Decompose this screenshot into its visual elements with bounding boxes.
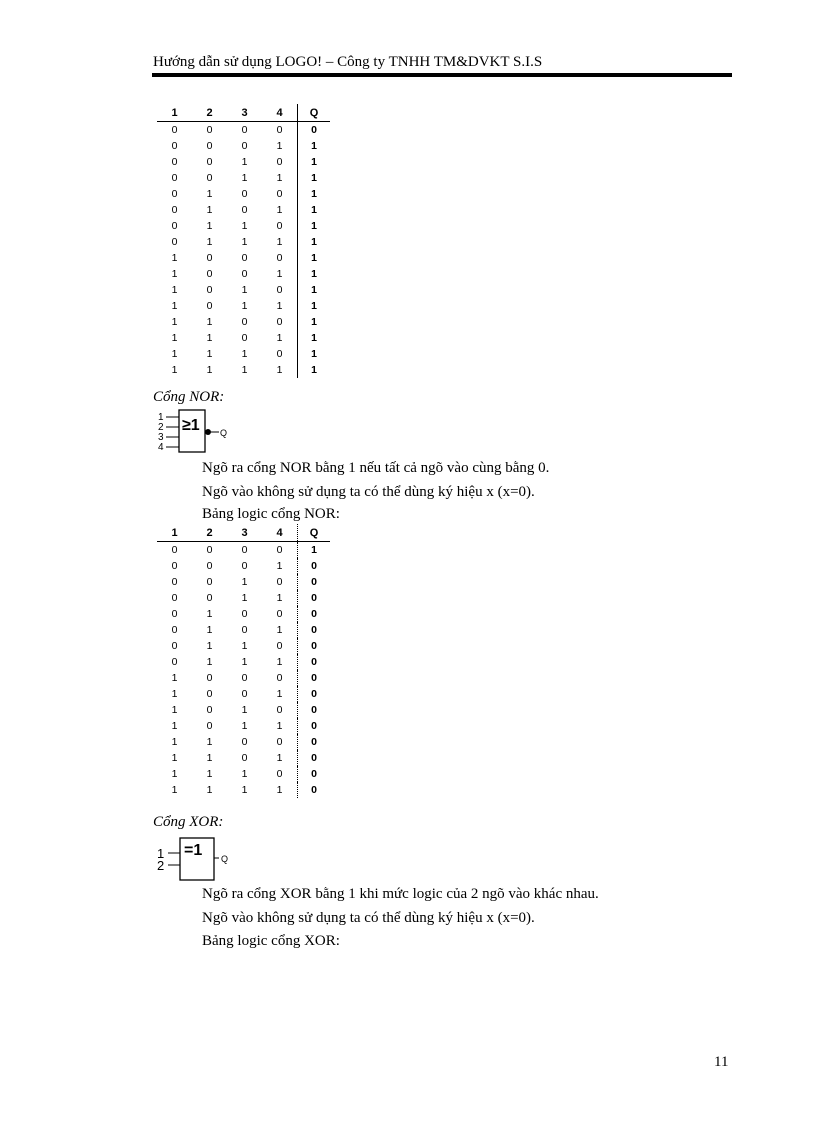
- output-cell: 0: [298, 654, 331, 670]
- input-cell: 1: [276, 300, 283, 312]
- table-row: [157, 638, 330, 654]
- input-cell: 1: [241, 220, 248, 232]
- input-cell: 1: [241, 768, 248, 780]
- input-cell: 1: [276, 752, 283, 764]
- table-row: [157, 766, 330, 782]
- input-cell: 0: [171, 156, 178, 168]
- output-cell: 1: [298, 282, 331, 298]
- output-cell: 0: [298, 574, 331, 590]
- input-cell: 1: [171, 688, 178, 700]
- output-cell: 0: [298, 622, 331, 638]
- output-cell: 1: [298, 234, 331, 250]
- input-cell: 0: [206, 560, 213, 572]
- output-cell: 1: [298, 186, 331, 202]
- xor-gate-output-label: Q: [221, 854, 229, 864]
- nor-gate-input-label: 2: [158, 422, 164, 433]
- input-cell: 1: [276, 720, 283, 732]
- output-cell: 1: [298, 170, 331, 186]
- xor-section-title: Cổng XOR:: [153, 814, 224, 830]
- table-row: [157, 734, 330, 750]
- output-cell: 0: [298, 122, 331, 139]
- table-row: [157, 622, 330, 638]
- input-cell: 0: [241, 544, 248, 556]
- input-cell: 0: [276, 284, 283, 296]
- xor-table-caption: Bảng logic cổng XOR:: [202, 933, 340, 949]
- output-cell: 0: [298, 686, 331, 702]
- output-cell: 1: [298, 542, 331, 559]
- input-cell: 0: [241, 268, 248, 280]
- page-number: 11: [714, 1054, 729, 1070]
- table-row: [157, 186, 330, 202]
- input-cell: 1: [241, 348, 248, 360]
- input-cell: 0: [276, 156, 283, 168]
- input-cell: 1: [171, 736, 178, 748]
- input-cell: 1: [241, 784, 248, 796]
- input-cell: 0: [276, 576, 283, 588]
- input-cell: 0: [241, 688, 248, 700]
- input-cell: 0: [206, 124, 213, 136]
- output-cell: 1: [298, 154, 331, 170]
- nor-gate-input-label: 1: [158, 412, 164, 423]
- table-row: [157, 154, 330, 170]
- input-cell: 0: [276, 704, 283, 716]
- input-cell: 1: [171, 332, 178, 344]
- nor-gate-input-label: 3: [158, 432, 164, 443]
- input-cell: 1: [276, 204, 283, 216]
- table-row: [157, 782, 330, 798]
- input-cell: 1: [206, 736, 213, 748]
- output-cell: 0: [298, 782, 331, 798]
- nor-gate-output-label: Q: [220, 428, 228, 438]
- table-row: [157, 234, 330, 250]
- input-cell: 0: [241, 736, 248, 748]
- input-cell: 0: [206, 172, 213, 184]
- input-cell: 0: [276, 736, 283, 748]
- input-cell: 0: [241, 124, 248, 136]
- output-cell: 0: [298, 638, 331, 654]
- input-cell: 0: [206, 300, 213, 312]
- table-header-cell: 1: [157, 104, 192, 122]
- input-cell: 1: [241, 720, 248, 732]
- table-header-cell: Q: [298, 524, 331, 542]
- input-cell: 0: [241, 752, 248, 764]
- input-cell: 1: [171, 252, 178, 264]
- input-cell: 1: [276, 560, 283, 572]
- table-row: [157, 558, 330, 574]
- output-cell: 0: [298, 558, 331, 574]
- input-cell: 1: [241, 592, 248, 604]
- input-cell: 1: [241, 300, 248, 312]
- table-row: [157, 670, 330, 686]
- output-cell: 1: [298, 330, 331, 346]
- table-row: [157, 654, 330, 670]
- table-row: [157, 346, 330, 362]
- input-cell: 0: [241, 332, 248, 344]
- input-cell: 1: [276, 624, 283, 636]
- input-cell: 0: [171, 640, 178, 652]
- table-row: [157, 718, 330, 734]
- input-cell: 1: [171, 348, 178, 360]
- input-cell: 0: [206, 576, 213, 588]
- nor-truth-table: [157, 524, 330, 798]
- input-cell: 0: [171, 624, 178, 636]
- input-cell: 0: [171, 172, 178, 184]
- input-cell: 1: [206, 316, 213, 328]
- table-header-cell: 3: [227, 524, 262, 542]
- input-cell: 0: [241, 140, 248, 152]
- table-header-cell: 1: [157, 524, 192, 542]
- input-cell: 0: [276, 672, 283, 684]
- table-header-cell: 2: [192, 104, 227, 122]
- nor-gate-input-label: 4: [158, 442, 164, 453]
- table-row: [157, 362, 330, 378]
- input-cell: 1: [206, 752, 213, 764]
- input-cell: 0: [241, 188, 248, 200]
- output-cell: 0: [298, 750, 331, 766]
- input-cell: 0: [206, 688, 213, 700]
- input-cell: 1: [171, 316, 178, 328]
- input-cell: 0: [206, 156, 213, 168]
- input-cell: 1: [276, 784, 283, 796]
- input-cell: 1: [276, 140, 283, 152]
- input-cell: 1: [276, 364, 283, 376]
- xor-description-line: Ngõ ra cổng XOR bằng 1 khi mức logic của 2 ngõ vào khác nhau.: [202, 886, 599, 902]
- input-cell: 1: [171, 720, 178, 732]
- header-rule: [152, 73, 732, 77]
- input-cell: 0: [171, 560, 178, 572]
- output-cell: 0: [298, 734, 331, 750]
- table-header-cell: 2: [192, 524, 227, 542]
- input-cell: 0: [206, 268, 213, 280]
- input-cell: 0: [171, 124, 178, 136]
- table-row: [157, 750, 330, 766]
- table-header-cell: Q: [298, 104, 331, 122]
- xor-gate-input-label: 2: [157, 858, 165, 873]
- input-cell: 0: [241, 672, 248, 684]
- output-cell: 1: [298, 138, 331, 154]
- input-cell: 1: [206, 332, 213, 344]
- input-cell: 0: [276, 608, 283, 620]
- input-cell: 0: [206, 140, 213, 152]
- input-cell: 0: [171, 592, 178, 604]
- output-cell: 0: [298, 606, 331, 622]
- nor-description-line: Ngõ vào không sử dụng ta có thể dùng ký hiệu x (x=0).: [202, 484, 535, 500]
- input-cell: 0: [171, 204, 178, 216]
- input-cell: 1: [241, 576, 248, 588]
- input-cell: 1: [206, 236, 213, 248]
- input-cell: 0: [171, 544, 178, 556]
- table-row: [157, 282, 330, 298]
- input-cell: 1: [206, 348, 213, 360]
- table-header-cell: 4: [262, 104, 298, 122]
- input-cell: 0: [206, 544, 213, 556]
- input-cell: 0: [276, 188, 283, 200]
- input-cell: 0: [276, 316, 283, 328]
- input-cell: 0: [241, 624, 248, 636]
- input-cell: 0: [276, 252, 283, 264]
- output-cell: 0: [298, 702, 331, 718]
- output-cell: 1: [298, 250, 331, 266]
- output-cell: 1: [298, 346, 331, 362]
- input-cell: 1: [276, 656, 283, 668]
- input-cell: 1: [241, 704, 248, 716]
- input-cell: 0: [276, 640, 283, 652]
- nor-section-title: Cổng NOR:: [153, 389, 225, 405]
- table-row: [157, 170, 330, 186]
- output-cell: 0: [298, 670, 331, 686]
- input-cell: 1: [276, 236, 283, 248]
- nor-gate-label: ≥1: [182, 417, 200, 434]
- input-cell: 1: [206, 768, 213, 780]
- input-cell: 0: [241, 608, 248, 620]
- input-cell: 1: [276, 172, 283, 184]
- table-row: [157, 218, 330, 234]
- xor-gate-input-label: 1: [157, 846, 165, 861]
- table-row: [157, 250, 330, 266]
- table-row: [157, 574, 330, 590]
- nor-gate-symbol: [155, 408, 235, 456]
- input-cell: 1: [171, 752, 178, 764]
- output-cell: 0: [298, 766, 331, 782]
- table-row: [157, 138, 330, 154]
- input-cell: 0: [276, 124, 283, 136]
- input-cell: 1: [241, 640, 248, 652]
- input-cell: 0: [171, 236, 178, 248]
- input-cell: 0: [241, 316, 248, 328]
- or-truth-table: [157, 104, 330, 378]
- input-cell: 1: [241, 236, 248, 248]
- xor-gate-label: =1: [184, 842, 203, 859]
- input-cell: 1: [241, 284, 248, 296]
- input-cell: 0: [206, 704, 213, 716]
- input-cell: 1: [171, 364, 178, 376]
- input-cell: 1: [276, 592, 283, 604]
- xor-description-line: Ngõ vào không sử dụng ta có thể dùng ký hiệu x (x=0).: [202, 910, 535, 926]
- output-cell: 1: [298, 362, 331, 378]
- input-cell: 1: [206, 220, 213, 232]
- output-cell: 1: [298, 314, 331, 330]
- table-row: [157, 266, 330, 282]
- table-row: [157, 202, 330, 218]
- input-cell: 0: [206, 720, 213, 732]
- input-cell: 1: [171, 300, 178, 312]
- input-cell: 1: [171, 784, 178, 796]
- input-cell: 0: [276, 348, 283, 360]
- input-cell: 1: [241, 656, 248, 668]
- input-cell: 1: [171, 284, 178, 296]
- input-cell: 0: [171, 220, 178, 232]
- table-header-cell: 4: [262, 524, 298, 542]
- table-row: [157, 330, 330, 346]
- input-cell: 0: [206, 252, 213, 264]
- input-cell: 1: [206, 364, 213, 376]
- input-cell: 0: [206, 284, 213, 296]
- input-cell: 0: [276, 768, 283, 780]
- input-cell: 1: [241, 156, 248, 168]
- table-row: [157, 298, 330, 314]
- input-cell: 1: [241, 364, 248, 376]
- output-cell: 0: [298, 718, 331, 734]
- input-cell: 1: [171, 268, 178, 280]
- input-cell: 1: [276, 332, 283, 344]
- input-cell: 1: [206, 784, 213, 796]
- input-cell: 1: [206, 624, 213, 636]
- table-row: [157, 542, 330, 559]
- input-cell: 0: [206, 672, 213, 684]
- input-cell: 0: [241, 204, 248, 216]
- nor-description-line: Ngõ ra cổng NOR bằng 1 nếu tất cả ngõ vào cùng bằng 0.: [202, 460, 550, 476]
- input-cell: 1: [276, 688, 283, 700]
- output-cell: 1: [298, 218, 331, 234]
- input-cell: 1: [171, 704, 178, 716]
- input-cell: 1: [206, 204, 213, 216]
- table-row: [157, 122, 330, 139]
- output-cell: 1: [298, 266, 331, 282]
- input-cell: 0: [241, 560, 248, 572]
- input-cell: 1: [171, 672, 178, 684]
- input-cell: 0: [171, 576, 178, 588]
- input-cell: 0: [206, 592, 213, 604]
- input-cell: 1: [241, 172, 248, 184]
- page-header: Hướng dẫn sử dụng LOGO! – Công ty TNHH TM&DVKT S.I.S: [153, 54, 543, 70]
- table-row: [157, 590, 330, 606]
- input-cell: 0: [171, 656, 178, 668]
- input-cell: 1: [206, 608, 213, 620]
- input-cell: 1: [276, 268, 283, 280]
- input-cell: 0: [171, 140, 178, 152]
- table-row: [157, 686, 330, 702]
- input-cell: 1: [206, 188, 213, 200]
- input-cell: 0: [241, 252, 248, 264]
- input-cell: 1: [171, 768, 178, 780]
- input-cell: 0: [171, 188, 178, 200]
- input-cell: 1: [206, 640, 213, 652]
- input-cell: 0: [276, 220, 283, 232]
- output-cell: 0: [298, 590, 331, 606]
- input-cell: 0: [171, 608, 178, 620]
- output-cell: 1: [298, 298, 331, 314]
- input-cell: 0: [276, 544, 283, 556]
- nor-table-caption: Bảng logic cổng NOR:: [202, 506, 340, 522]
- xor-gate-symbol: [155, 837, 235, 883]
- table-row: [157, 702, 330, 718]
- table-header-cell: 3: [227, 104, 262, 122]
- input-cell: 1: [206, 656, 213, 668]
- table-row: [157, 314, 330, 330]
- output-cell: 1: [298, 202, 331, 218]
- table-row: [157, 606, 330, 622]
